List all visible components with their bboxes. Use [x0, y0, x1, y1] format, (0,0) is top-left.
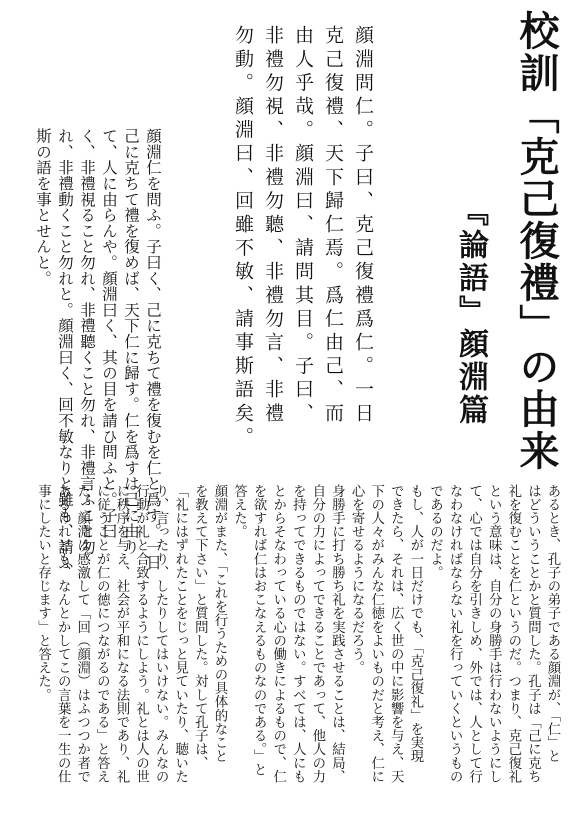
source-subtitle: 『論語』顔淵篇: [453, 196, 488, 427]
reading-text: 顔淵仁を問ふ。子曰く、己に克ちて禮を復むを仁と爲す。一日 己に克ちて禮を復めば、天下仁に歸す。仁を爲すは己に由り て、人に由らんや。顔淵曰く、其の目を請ひ問ふと。子曰 く、非禮視ること勿れ、非禮聽くこと勿れ、非禮言ふこと勿 れ、非禮動くこと勿れと。顔淵曰く、回不敏なりと雖も、請ふ 斯の語を事とせんと。: [34, 128, 162, 571]
classical-text: 顔淵問仁。子曰、克己復禮爲仁。一日 克己復禮、天下歸仁焉。爲仁由己、而 由人乎哉。顔淵曰、請問其目。子曰、 非禮勿視、非禮勿聽、非禮勿言、非禮 勿動。顔淵曰、回雖不敏、請事斯語矣。: [232, 25, 374, 450]
page-title: 校訓「克己復禮」の由来: [513, 10, 560, 472]
commentary-text: あるとき、孔子の弟子である顔淵が、「仁」と はどういうことかと質問した。孔子は「己に克ち 礼を復むことを仁というのだ。つまり、克己復礼 という意味は、自分の身勝手は行わないようにし て、心では自分を引きしめ、外では、人として行 なわなければならない礼を行っていくというもの であるのだよ。 もし、人が一日だけでも、「克己復礼」を実現 できたら、それは、広く世の中に影響を与え、天 下の人々がみんな仁徳をよいものだと考え、仁に 心を寄せるようになるだろう。 身勝手に打ち勝ち礼を実践させることは、結局、 自分の力によってできることであって、他人の力 を持ってできるものではない。すべては、人にも とからそなわっている心の働きによるもので、仁 を欲すれば仁はおこなえるものなのである。」と 答えた。 顔淵がまた、「これを行うための具体的なこと を教えて下さい」と質問した。対して孔子は、 「礼にはずれたことをじっと見ていたり、聴いた り、言ったり、したりしてはいけない。みんなの 行動が礼と合致するようにしよう。礼とは人の世 に秩序を与え、社会が平和になる法則であり、礼 に従うことが仁の徳につながるのである」と答え た。顔淵は感激して「回（顔淵）はふつつか者で あるけれども、なんとかしてこの言葉を一生の仕 事にしたいと存じます」と答えた。: [35, 484, 560, 784]
